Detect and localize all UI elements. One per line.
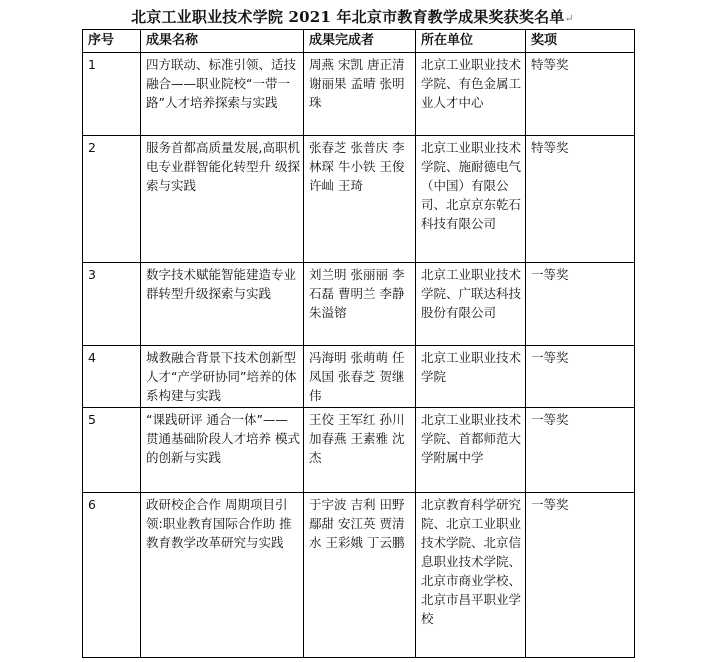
cell-unit: 北京工业职业技术学院 bbox=[416, 346, 526, 408]
cell-award: 特等奖 bbox=[526, 53, 635, 136]
cell-award: 一等奖 bbox=[526, 263, 635, 346]
cell-authors: 张春芝 张普庆 李林琛 牛小铁 王俊 许屾 王琦 bbox=[304, 136, 416, 263]
cell-award: 一等奖 bbox=[526, 493, 635, 658]
cell-name: 数字技术赋能智能建造专业群转型升级探索与实践 bbox=[141, 263, 304, 346]
cell-name: 服务首都高质量发展,高职机电专业群智能化转型升 级探索与实践 bbox=[141, 136, 304, 263]
cell-unit: 北京工业职业技术学院、有色金属工业人才中心 bbox=[416, 53, 526, 136]
awards-table bbox=[82, 29, 635, 658]
cell-no: 3 bbox=[83, 263, 141, 346]
cell-unit: 北京工业职业技术学院、首都师范大学附属中学 bbox=[416, 408, 526, 493]
cell-unit: 北京教育科学研究院、北京工业职业技术学院、北京信息职业技术学院、北京市商业学校、北京市昌平职业学校 bbox=[416, 493, 526, 658]
document-title bbox=[0, 6, 705, 27]
document-title-text: 北京工业职业技术学院 2021 年北京市教育教学成果奖获奖名单 bbox=[131, 8, 565, 26]
cell-no: 6 bbox=[83, 493, 141, 658]
cell-no: 4 bbox=[83, 346, 141, 408]
paragraph-mark-icon: ↵ bbox=[564, 12, 574, 25]
table-row bbox=[83, 493, 635, 658]
cell-award: 一等奖 bbox=[526, 408, 635, 493]
table-row bbox=[83, 263, 635, 346]
table-row bbox=[83, 408, 635, 493]
header-award: 奖项 bbox=[526, 30, 635, 53]
cell-name: 城教融合背景下技术创新型人才“产学研协同”培养的体系构建与实践 bbox=[141, 346, 304, 408]
cell-no: 2 bbox=[83, 136, 141, 263]
table-row bbox=[83, 53, 635, 136]
cell-authors: 刘兰明 张丽丽 李石磊 曹明兰 李静 朱溢镕 bbox=[304, 263, 416, 346]
header-no: 序号 bbox=[83, 30, 141, 53]
header-name: 成果名称 bbox=[141, 30, 304, 53]
table-header-row bbox=[83, 30, 635, 53]
cell-name: 政研校企合作 周期项目引领:职业教育国际合作助 推教育教学改革研究与实践 bbox=[141, 493, 304, 658]
cell-authors: 冯海明 张萌萌 任凤国 张春芝 贺继伟 bbox=[304, 346, 416, 408]
header-authors: 成果完成者 bbox=[304, 30, 416, 53]
cell-award: 一等奖 bbox=[526, 346, 635, 408]
cell-authors: 王佼 王军红 孙川 加春燕 王素雅 沈杰 bbox=[304, 408, 416, 493]
table-row bbox=[83, 346, 635, 408]
cell-name: 四方联动、标准引领、适技融合——职业院校“一带一路”人才培养探索与实践 bbox=[141, 53, 304, 136]
cell-authors: 于宇波 吉利 田野 鄢甜 安江英 贾清水 王彩娥 丁云鹏 bbox=[304, 493, 416, 658]
cell-no: 5 bbox=[83, 408, 141, 493]
cell-award: 特等奖 bbox=[526, 136, 635, 263]
cell-authors: 周燕 宋凯 唐正清 谢丽果 孟晴 张明珠 bbox=[304, 53, 416, 136]
table-row bbox=[83, 136, 635, 263]
header-unit: 所在单位 bbox=[416, 30, 526, 53]
cell-no: 1 bbox=[83, 53, 141, 136]
cell-unit: 北京工业职业技术学院、施耐德电气（中国）有限公司、北京京东乾石科技有限公司 bbox=[416, 136, 526, 263]
cell-name: “课践研评 通合一体”——贯通基础阶段人才培养 模式的创新与实践 bbox=[141, 408, 304, 493]
cell-unit: 北京工业职业技术学院、广联达科技股份有限公司 bbox=[416, 263, 526, 346]
